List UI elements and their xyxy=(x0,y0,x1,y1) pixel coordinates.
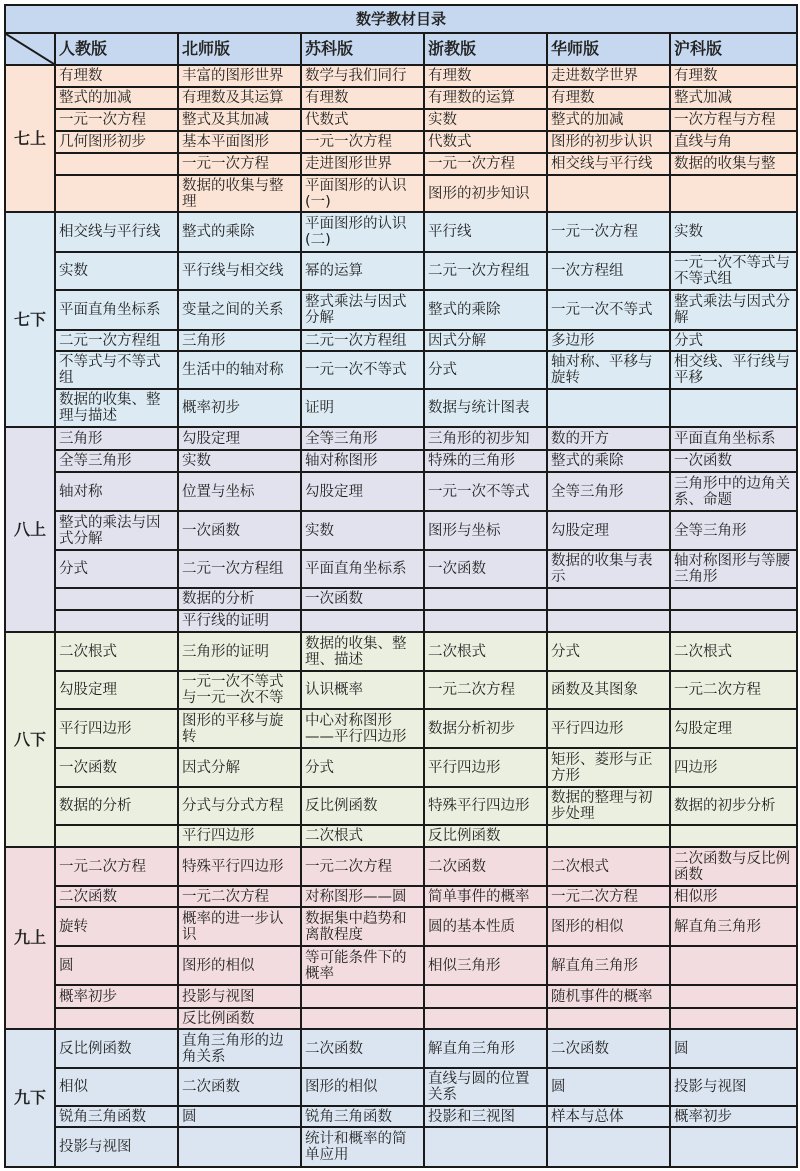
table-row xyxy=(5,787,797,825)
chapter-cell: 二元一次方程组 xyxy=(301,330,424,351)
chapter-cell: 圆 xyxy=(178,1106,301,1127)
chapter-cell: 二次根式 xyxy=(55,632,178,671)
chapter-cell: 一次函数 xyxy=(178,511,301,550)
chapter-cell: 矩形、菱形与正方形 xyxy=(547,748,670,787)
chapter-cell: 数据的整理与初步处理 xyxy=(547,787,670,825)
chapter-cell: 样本与总体 xyxy=(547,1106,670,1127)
chapter-cell: 平面图形的认识(一) xyxy=(301,175,424,212)
chapter-cell xyxy=(670,389,797,427)
chapter-cell: 平面图形的认识(二) xyxy=(301,212,424,252)
chapter-cell: 平行线与相交线 xyxy=(178,252,301,290)
chapter-cell: 相似形 xyxy=(670,886,797,907)
chapter-cell: 整式的乘法与因式分解 xyxy=(55,511,178,550)
chapter-cell: 相交线与平行线 xyxy=(55,212,178,252)
table-row xyxy=(5,1068,797,1106)
chapter-cell xyxy=(55,825,178,847)
chapter-cell: 平面直角坐标系 xyxy=(301,550,424,588)
chapter-cell: 二次函数与反比例函数 xyxy=(670,847,797,886)
chapter-cell: 二次函数 xyxy=(547,1029,670,1068)
chapter-cell: 轴对称、平移与旋转 xyxy=(547,351,670,389)
chapter-cell: 一次函数 xyxy=(301,588,424,610)
table-row xyxy=(5,1029,797,1068)
chapter-cell xyxy=(55,1008,178,1029)
chapter-cell: 图形的相似 xyxy=(547,907,670,946)
table-row xyxy=(5,212,797,252)
chapter-cell: 整式乘法与因式分解 xyxy=(670,290,797,330)
chapter-cell: 二次根式 xyxy=(547,847,670,886)
chapter-cell xyxy=(424,1127,547,1167)
chapter-cell: 解直角三角形 xyxy=(424,1029,547,1068)
chapter-cell: 三角形 xyxy=(178,330,301,351)
chapter-cell: 一元一次方程 xyxy=(178,153,301,175)
chapter-cell: 一元一次方程 xyxy=(424,153,547,175)
chapter-cell: 图形的相似 xyxy=(301,1068,424,1106)
column-header-publisher: 人教版 xyxy=(55,33,178,65)
chapter-cell: 丰富的图形世界 xyxy=(178,65,301,87)
chapter-cell: 基本平面图形 xyxy=(178,131,301,153)
chapter-cell xyxy=(424,588,547,610)
chapter-cell: 数据的收集、整理、描述 xyxy=(301,632,424,671)
chapter-cell: 整式的乘除 xyxy=(424,290,547,330)
chapter-cell: 二次根式 xyxy=(301,825,424,847)
chapter-cell: 特殊的三角形 xyxy=(424,450,547,472)
chapter-cell: 实数 xyxy=(55,252,178,290)
chapter-cell: 数的开方 xyxy=(547,427,670,450)
chapter-cell: 不等式与不等式组 xyxy=(55,351,178,389)
textbook-catalog xyxy=(4,4,796,1168)
chapter-cell: 中心对称图形——平行四边形 xyxy=(301,709,424,748)
table-row xyxy=(5,671,797,709)
diagonal-line-icon xyxy=(6,34,54,64)
chapter-cell: 走进数学世界 xyxy=(547,65,670,87)
chapter-cell: 旋转 xyxy=(55,907,178,946)
chapter-cell xyxy=(301,985,424,1008)
chapter-cell: 实数 xyxy=(301,511,424,550)
chapter-cell: 代数式 xyxy=(301,109,424,131)
chapter-cell: 函数及其图象 xyxy=(547,671,670,709)
chapter-cell: 概率初步 xyxy=(670,1106,797,1127)
table-row xyxy=(5,847,797,886)
chapter-cell: 一元二次方程 xyxy=(178,886,301,907)
chapter-cell: 一次函数 xyxy=(670,450,797,472)
chapter-cell: 二次函数 xyxy=(55,886,178,907)
chapter-cell: 平行四边形 xyxy=(424,748,547,787)
table-row xyxy=(5,131,797,153)
chapter-cell xyxy=(670,1127,797,1167)
chapter-cell xyxy=(670,610,797,632)
chapter-cell: 代数式 xyxy=(424,131,547,153)
chapter-cell: 数据的分析 xyxy=(178,588,301,610)
chapter-cell: 二次函数 xyxy=(178,1068,301,1106)
chapter-cell: 数据的收集与整理 xyxy=(178,175,301,212)
chapter-cell: 图形的初步认识 xyxy=(547,131,670,153)
chapter-cell: 一次函数 xyxy=(55,748,178,787)
chapter-cell: 数据的收集与整 xyxy=(670,153,797,175)
chapter-cell: 分式 xyxy=(424,351,547,389)
chapter-cell: 平面直角坐标系 xyxy=(670,427,797,450)
chapter-cell: 多边形 xyxy=(547,330,670,351)
chapter-cell: 几何图形初步 xyxy=(55,131,178,153)
chapter-cell xyxy=(670,1008,797,1029)
table-row xyxy=(5,550,797,588)
table-row xyxy=(5,290,797,330)
chapter-cell: 整式的加减 xyxy=(55,87,178,109)
chapter-cell xyxy=(670,985,797,1008)
chapter-cell: 有理数 xyxy=(424,65,547,87)
chapter-cell xyxy=(547,588,670,610)
chapter-cell: 有理数的运算 xyxy=(424,87,547,109)
chapter-cell: 反比例函数 xyxy=(301,787,424,825)
chapter-cell xyxy=(670,588,797,610)
chapter-cell: 一元一次方程 xyxy=(547,212,670,252)
chapter-cell: 有理数 xyxy=(547,87,670,109)
chapter-cell: 数据的收集、整理与描述 xyxy=(55,389,178,427)
chapter-cell: 锐角三角函数 xyxy=(55,1106,178,1127)
chapter-cell: 分式与分式方程 xyxy=(178,787,301,825)
table-row xyxy=(5,1008,797,1029)
chapter-cell: 统计和概率的简单应用 xyxy=(301,1127,424,1167)
chapter-cell: 平行四边形 xyxy=(547,709,670,748)
chapter-cell: 分式 xyxy=(301,748,424,787)
chapter-cell: 整式及其加减 xyxy=(178,109,301,131)
column-header-publisher: 北师版 xyxy=(178,33,301,65)
chapter-cell: 二元一次方程组 xyxy=(424,252,547,290)
table-row xyxy=(5,610,797,632)
chapter-cell: 平行线 xyxy=(424,212,547,252)
chapter-cell xyxy=(547,1127,670,1167)
table-row xyxy=(5,65,797,87)
chapter-cell: 相似 xyxy=(55,1068,178,1106)
chapter-cell: 有理数 xyxy=(670,65,797,87)
chapter-cell: 圆的基本性质 xyxy=(424,907,547,946)
chapter-cell: 整式的加减 xyxy=(547,109,670,131)
chapter-cell: 轴对称图形 xyxy=(301,450,424,472)
chapter-cell: 三角形的证明 xyxy=(178,632,301,671)
table-row xyxy=(5,709,797,748)
chapter-cell: 一元二次方程 xyxy=(55,847,178,886)
chapter-cell: 平行四边形 xyxy=(55,709,178,748)
chapter-cell: 等可能条件下的概率 xyxy=(301,946,424,985)
chapter-cell: 四边形 xyxy=(670,748,797,787)
table-row xyxy=(5,886,797,907)
column-header-publisher: 华师版 xyxy=(547,33,670,65)
chapter-cell: 生活中的轴对称 xyxy=(178,351,301,389)
catalog-table xyxy=(4,4,798,1168)
chapter-cell: 随机事件的概率 xyxy=(547,985,670,1008)
chapter-cell: 投影与视图 xyxy=(55,1127,178,1167)
chapter-cell: 有理数 xyxy=(55,65,178,87)
chapter-cell xyxy=(55,588,178,610)
chapter-cell: 解直角三角形 xyxy=(547,946,670,985)
table-row xyxy=(5,632,797,671)
column-header-publisher: 苏科版 xyxy=(301,33,424,65)
chapter-cell: 一元一次不等式 xyxy=(301,351,424,389)
chapter-cell: 解直角三角形 xyxy=(670,907,797,946)
chapter-cell: 数学与我们同行 xyxy=(301,65,424,87)
chapter-cell: 实数 xyxy=(178,450,301,472)
table-title: 数学教材目录 xyxy=(5,5,797,33)
chapter-cell: 图形的平移与旋转 xyxy=(178,709,301,748)
chapter-cell: 分式 xyxy=(547,632,670,671)
chapter-cell: 数据的初步分析 xyxy=(670,787,797,825)
chapter-cell: 因式分解 xyxy=(178,748,301,787)
chapter-cell: 轴对称 xyxy=(55,472,178,511)
chapter-cell: 图形与坐标 xyxy=(424,511,547,550)
chapter-cell: 特殊平行四边形 xyxy=(178,847,301,886)
semester-label: 七下 xyxy=(5,212,55,427)
table-body xyxy=(5,65,797,1167)
chapter-cell: 勾股定理 xyxy=(301,472,424,511)
chapter-cell: 一次方程与方程 xyxy=(670,109,797,131)
chapter-cell: 三角形中的边角关系、命题 xyxy=(670,472,797,511)
chapter-cell: 全等三角形 xyxy=(670,511,797,550)
chapter-cell: 图形的初步知识 xyxy=(424,175,547,212)
chapter-cell: 圆 xyxy=(670,1029,797,1068)
chapter-cell: 数据与统计图表 xyxy=(424,389,547,427)
table-row xyxy=(5,389,797,427)
chapter-cell: 圆 xyxy=(547,1068,670,1106)
chapter-cell: 一元二次方程 xyxy=(670,671,797,709)
chapter-cell: 平行线的证明 xyxy=(178,610,301,632)
chapter-cell: 直角三角形的边角关系 xyxy=(178,1029,301,1068)
chapter-cell xyxy=(670,825,797,847)
chapter-cell xyxy=(55,610,178,632)
header-row xyxy=(5,33,797,65)
table-row xyxy=(5,175,797,212)
table-row xyxy=(5,109,797,131)
chapter-cell: 幂的运算 xyxy=(301,252,424,290)
chapter-cell: 一次函数 xyxy=(424,550,547,588)
chapter-cell: 一次方程组 xyxy=(547,252,670,290)
chapter-cell: 数据的收集与表示 xyxy=(547,550,670,588)
table-row xyxy=(5,153,797,175)
chapter-cell: 直线与圆的位置关系 xyxy=(424,1068,547,1106)
chapter-cell: 二次函数 xyxy=(301,1029,424,1068)
chapter-cell: 三角形 xyxy=(55,427,178,450)
chapter-cell: 二元一次方程组 xyxy=(178,550,301,588)
chapter-cell: 一元一次方程 xyxy=(55,109,178,131)
chapter-cell: 分式 xyxy=(55,550,178,588)
table-row xyxy=(5,450,797,472)
chapter-cell: 投影和三视图 xyxy=(424,1106,547,1127)
chapter-cell: 相似三角形 xyxy=(424,946,547,985)
chapter-cell: 投影与视图 xyxy=(670,1068,797,1106)
chapter-cell xyxy=(424,610,547,632)
chapter-cell xyxy=(55,153,178,175)
chapter-cell xyxy=(301,610,424,632)
chapter-cell: 二元一次方程组 xyxy=(55,330,178,351)
table-row xyxy=(5,427,797,450)
chapter-cell: 数据集中趋势和离散程度 xyxy=(301,907,424,946)
chapter-cell: 数据分析初步 xyxy=(424,709,547,748)
chapter-cell xyxy=(547,389,670,427)
table-row xyxy=(5,511,797,550)
chapter-cell: 反比例函数 xyxy=(55,1029,178,1068)
chapter-cell: 一元二次方程 xyxy=(301,847,424,886)
semester-label: 七上 xyxy=(5,65,55,212)
chapter-cell: 勾股定理 xyxy=(547,511,670,550)
chapter-cell: 整式乘法与因式分解 xyxy=(301,290,424,330)
chapter-cell xyxy=(424,985,547,1008)
semester-label: 八上 xyxy=(5,427,55,632)
chapter-cell: 整式的乘除 xyxy=(547,450,670,472)
chapter-cell: 分式 xyxy=(670,330,797,351)
chapter-cell: 一元一次不等式 xyxy=(547,290,670,330)
table-row xyxy=(5,946,797,985)
chapter-cell: 反比例函数 xyxy=(178,1008,301,1029)
chapter-cell: 整式加减 xyxy=(670,87,797,109)
chapter-cell: 全等三角形 xyxy=(547,472,670,511)
chapter-cell: 全等三角形 xyxy=(301,427,424,450)
chapter-cell: 三角形的初步知 xyxy=(424,427,547,450)
chapter-cell: 变量之间的关系 xyxy=(178,290,301,330)
chapter-cell: 二次根式 xyxy=(670,632,797,671)
chapter-cell: 圆 xyxy=(55,946,178,985)
table-row xyxy=(5,1106,797,1127)
chapter-cell: 简单事件的概率 xyxy=(424,886,547,907)
chapter-cell: 实数 xyxy=(670,212,797,252)
chapter-cell: 证明 xyxy=(301,389,424,427)
table-row xyxy=(5,252,797,290)
chapter-cell: 全等三角形 xyxy=(55,450,178,472)
chapter-cell: 锐角三角函数 xyxy=(301,1106,424,1127)
chapter-cell: 认识概率 xyxy=(301,671,424,709)
chapter-cell: 特殊平行四边形 xyxy=(424,787,547,825)
chapter-cell: 一元一次不等式与不等式组 xyxy=(670,252,797,290)
chapter-cell xyxy=(424,1008,547,1029)
chapter-cell: 概率初步 xyxy=(55,985,178,1008)
chapter-cell: 对称图形——圆 xyxy=(301,886,424,907)
table-row xyxy=(5,472,797,511)
column-header-publisher: 沪科版 xyxy=(670,33,797,65)
chapter-cell: 整式的乘除 xyxy=(178,212,301,252)
chapter-cell xyxy=(670,175,797,212)
chapter-cell: 平面直角坐标系 xyxy=(55,290,178,330)
chapter-cell: 走进图形世界 xyxy=(301,153,424,175)
chapter-cell: 相交线与平行线 xyxy=(547,153,670,175)
table-row xyxy=(5,907,797,946)
corner-cell xyxy=(5,33,55,65)
chapter-cell xyxy=(178,1127,301,1167)
chapter-cell: 二次根式 xyxy=(424,632,547,671)
chapter-cell: 勾股定理 xyxy=(178,427,301,450)
chapter-cell: 概率初步 xyxy=(178,389,301,427)
chapter-cell xyxy=(670,946,797,985)
chapter-cell: 反比例函数 xyxy=(424,825,547,847)
chapter-cell: 有理数及其运算 xyxy=(178,87,301,109)
table-row xyxy=(5,1127,797,1167)
chapter-cell: 一元一次不等式与一元一次不等 xyxy=(178,671,301,709)
chapter-cell: 数据的分析 xyxy=(55,787,178,825)
chapter-cell xyxy=(547,175,670,212)
chapter-cell: 平行四边形 xyxy=(178,825,301,847)
chapter-cell: 有理数 xyxy=(301,87,424,109)
chapter-cell xyxy=(55,175,178,212)
chapter-cell xyxy=(547,825,670,847)
semester-label: 八下 xyxy=(5,632,55,847)
table-row xyxy=(5,87,797,109)
table-row xyxy=(5,330,797,351)
column-header-publisher: 浙教版 xyxy=(424,33,547,65)
chapter-cell: 一元二次方程 xyxy=(424,671,547,709)
chapter-cell: 概率的进一步认识 xyxy=(178,907,301,946)
chapter-cell: 实数 xyxy=(424,109,547,131)
chapter-cell: 因式分解 xyxy=(424,330,547,351)
chapter-cell: 一元一次不等式 xyxy=(424,472,547,511)
chapter-cell xyxy=(547,1008,670,1029)
chapter-cell: 轴对称图形与等腰三角形 xyxy=(670,550,797,588)
table-row xyxy=(5,351,797,389)
chapter-cell: 投影与视图 xyxy=(178,985,301,1008)
chapter-cell: 勾股定理 xyxy=(55,671,178,709)
chapter-cell: 位置与坐标 xyxy=(178,472,301,511)
chapter-cell: 勾股定理 xyxy=(670,709,797,748)
chapter-cell xyxy=(301,1008,424,1029)
chapter-cell: 图形的相似 xyxy=(178,946,301,985)
chapter-cell xyxy=(547,610,670,632)
table-row xyxy=(5,588,797,610)
table-row xyxy=(5,825,797,847)
chapter-cell: 直线与角 xyxy=(670,131,797,153)
chapter-cell: 相交线、平行线与平移 xyxy=(670,351,797,389)
chapter-cell: 一元二次方程 xyxy=(547,886,670,907)
semester-label: 九下 xyxy=(5,1029,55,1167)
semester-label: 九上 xyxy=(5,847,55,1029)
table-row xyxy=(5,748,797,787)
chapter-cell: 一元一次方程 xyxy=(301,131,424,153)
chapter-cell: 二次函数 xyxy=(424,847,547,886)
table-row xyxy=(5,985,797,1008)
